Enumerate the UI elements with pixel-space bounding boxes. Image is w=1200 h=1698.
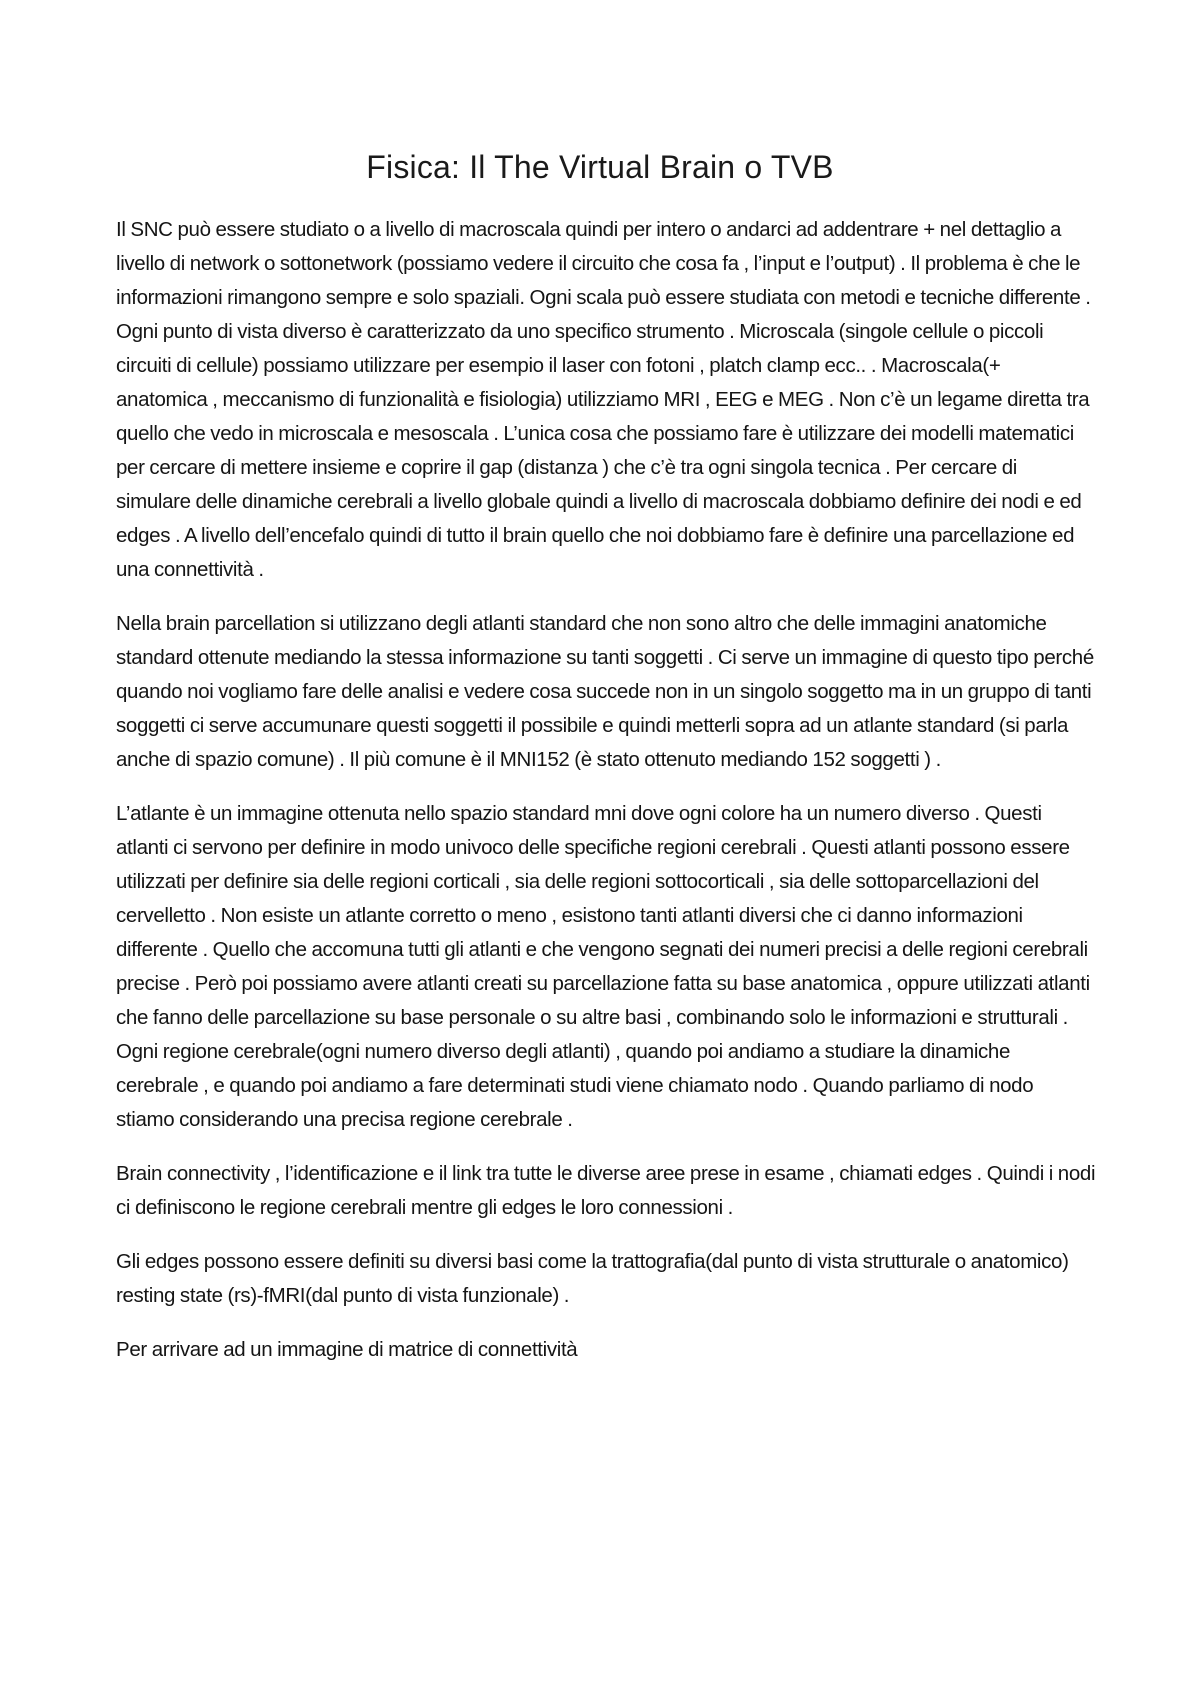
paragraph-atlas: L’atlante è un immagine ottenuta nello spazio standard mni dove ogni colore ha un numero diverso . Questi atlanti ci servono per definire in modo univoco delle specifiche regioni cerebrali . Questi atlanti possono essere utilizzati per definire sia delle regioni corticali , sia delle regioni sottocorticali , sia delle sottoparcellazioni del cervelletto . Non esiste un atlante corretto o meno , esistono tanti atlanti diversi che ci danno informazioni differente . Quello che accomuna tutti gli atlanti e che vengono segnati dei numeri precisi a delle regioni cerebrali precise . Però poi possiamo avere atlanti creati su parcellazione fatta su base anatomica , oppure utilizzati atlanti che fanno delle parcellazione su base personale o su altre basi , combinando solo le informazioni e strutturali . Ogni regione cerebrale(ogni numero diverso degli atlanti) , quando poi andiamo a studiare la dinamiche cerebrale , e quando poi andiamo a fare determinati studi viene chiamato nodo . Quando parliamo di nodo stiamo considerando una precisa regione cerebrale . [116, 802, 1090, 1131]
paragraph-connectivity-matrix: Per arrivare ad un immagine di matrice di connettività [116, 1338, 578, 1361]
document-title: Fisica: Il The Virtual Brain o TVB [366, 149, 834, 185]
paragraph-snc-scales: Il SNC può essere studiato o a livello di macroscala quindi per intero o andarci ad addentrare + nel dettaglio a livello di network o sottonetwork (possiamo vedere il circuito che cosa fa , l’input e l’output) . Il problema è che le informazioni rimangono sempre e solo spaziali. Ogni scala può essere studiata con metodi e tecniche differente . Ogni punto di vista diverso è caratterizzato da uno specifico strumento . Microscala (singole cellule o piccoli circuiti di cellule) possiamo utilizzare per esempio il laser con fotoni , platch clamp ecc.. . Macroscala(+ anatomica , meccanismo di funzionalità e fisiologia) utilizziamo MRI , EEG e MEG . Non c’è un legame diretta tra quello che vedo in microscala e mesoscala . L’unica cosa che possiamo fare è utilizzare dei modelli matematici per cercare di mettere insieme e coprire il gap (distanza ) che c’è tra ogni singola tecnica . Per cercare di simulare delle dinamiche cerebrali a livello globale quindi a livello di macroscala dobbiamo definire dei nodi e ed edges . A livello dell’encefalo quindi di tutto il brain quello che noi dobbiamo fare è definire una parcellazione ed una connettività . [116, 218, 1091, 581]
document-body [116, 213, 1096, 1387]
paragraph-brain-connectivity: Brain connectivity , l’identificazione e il link tra tutte le diverse aree prese in esame , chiamati edges . Quindi i nodi ci definiscono le regione cerebrali mentre gli edges le loro connessioni . [116, 1162, 1096, 1219]
paragraph-edges: Gli edges possono essere definiti su diversi basi come la trattografia(dal punto di vista strutturale o anatomico) resting state (rs)-fMRI(dal punto di vista funzionale) . [116, 1250, 1069, 1307]
paragraph-brain-parcellation: Nella brain parcellation si utilizzano degli atlanti standard che non sono altro che delle immagini anatomiche standard ottenute mediando la stessa informazione su tanti soggetti . Ci serve un immagine di questo tipo perché quando noi vogliamo fare delle analisi e vedere cosa succede non in un singolo soggetto ma in un gruppo di tanti soggetti ci serve accumunare questi soggetti il possibile e quindi metterli sopra ad un atlante standard (si parla anche di spazio comune) . Il più comune è il MNI152 (è stato ottenuto mediando 152 soggetti ) . [116, 612, 1094, 771]
